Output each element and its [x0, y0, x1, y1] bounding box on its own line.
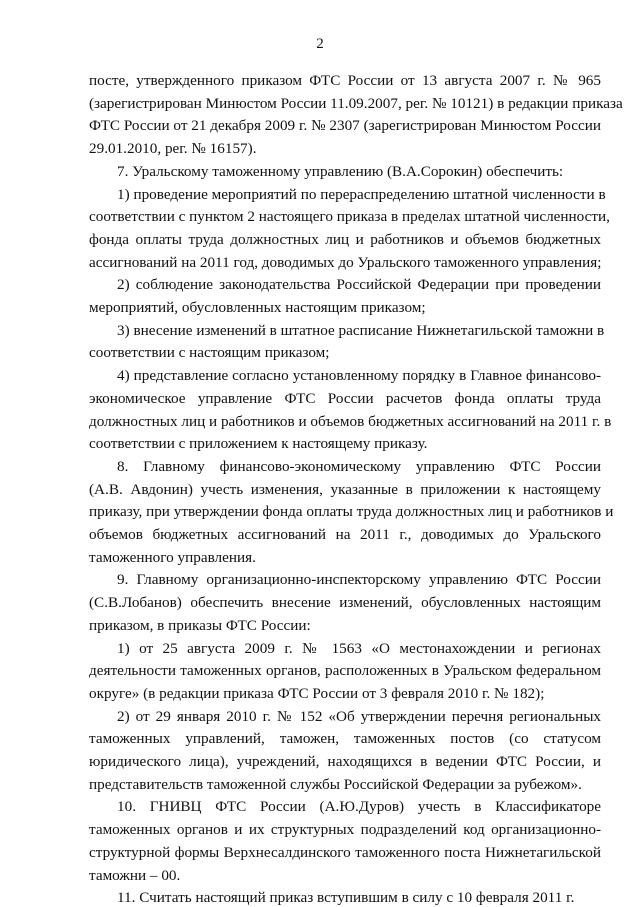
- text-line: юридического лица), учреждений, находящихся в ведении ФТС России, и: [89, 753, 601, 770]
- text-line: 7. Уральскому таможенному управлению (В.А.Сорокин) обеспечить:: [117, 163, 564, 180]
- text-line: экономическое управление ФТС России расчетов фонда оплаты труда: [89, 390, 601, 407]
- text-line: структурной формы Верхнесалдинского таможенного поста Нижнетагильской: [89, 844, 601, 861]
- text-line: 29.01.2010, рег. № 16157).: [89, 140, 257, 157]
- text-line: (зарегистрирован Минюстом России 11.09.2007, рег. № 10121) в редакции приказа: [89, 95, 623, 112]
- text-line: ФТС России от 21 декабря 2009 г. № 2307 (зарегистрирован Минюстом России: [89, 117, 601, 134]
- text-line: фонда оплаты труда должностных лиц и работников и объемов бюджетных: [89, 231, 601, 248]
- text-line: 1) проведение мероприятий по перераспределению штатной численности в: [117, 186, 606, 203]
- text-line: 10. ГНИВЦ ФТС России (А.Ю.Дуров) учесть в Классификаторе: [117, 798, 601, 815]
- text-line: 9. Главному организационно-инспекторскому управлению ФТС России: [117, 571, 601, 588]
- text-line: 4) представление согласно установленному порядку в Главное финансово-: [117, 367, 601, 384]
- text-line: посте, утвержденного приказом ФТС России от 13 августа 2007 г. № 965: [89, 72, 601, 89]
- text-line: приказом, в приказы ФТС России:: [89, 617, 311, 634]
- text-line: представительств таможенной службы Российской Федерации за рубежом».: [89, 776, 582, 793]
- text-line: ассигнований на 2011 год, доводимых до Уральского таможенного управления;: [89, 254, 602, 271]
- text-line: 11. Считать настоящий приказ вступившим в силу с 10 февраля 2011 г.: [117, 889, 575, 906]
- text-line: 8. Главному финансово-экономическому управлению ФТС России: [117, 458, 601, 475]
- text-line: таможенных органов и их структурных подразделений код организационно-: [89, 821, 601, 838]
- text-line: приказу, при утверждении фонда оплаты труда должностных лиц и работников и: [89, 503, 614, 520]
- text-line: 3) внесение изменений в штатное расписание Нижнетагильской таможни в: [117, 322, 605, 339]
- text-line: таможенных управлений, таможен, таможенных постов (со статусом: [89, 730, 601, 747]
- text-line: соответствии с пунктом 2 настоящего приказа в пределах штатной численности,: [89, 208, 610, 225]
- text-line: (С.В.Лобанов) обеспечить внесение изменений, обусловленных настоящим: [89, 594, 601, 611]
- text-line: деятельности таможенных органов, расположенных в Уральском федеральном: [89, 662, 601, 679]
- text-line: таможни – 00.: [89, 867, 181, 884]
- text-line: должностных лиц и работников и объемов бюджетных ассигнований на 2011 г. в: [89, 413, 612, 430]
- text-line: 2) соблюдение законодательства Российской Федерации при проведении: [117, 276, 601, 293]
- page-number: 2: [316, 36, 324, 52]
- text-line: таможенного управления.: [89, 549, 256, 566]
- text-line: объемов бюджетных ассигнований на 2011 г., доводимых до Уральского: [89, 526, 601, 543]
- text-line: (А.В. Авдонин) учесть изменения, указанные в приложении к настоящему: [89, 481, 601, 498]
- text-line: соответствии с настоящим приказом;: [89, 344, 330, 361]
- text-line: округе» (в редакции приказа ФТС России от 3 февраля 2010 г. № 182);: [89, 685, 545, 702]
- text-line: мероприятий, обусловленных настоящим приказом;: [89, 299, 426, 316]
- text-line: 1) от 25 августа 2009 г. № 1563 «О местонахождении и регионах: [117, 640, 601, 657]
- text-line: 2) от 29 января 2010 г. № 152 «Об утверждении перечня региональных: [117, 708, 601, 725]
- text-line: соответствии с приложением к настоящему приказу.: [89, 435, 428, 452]
